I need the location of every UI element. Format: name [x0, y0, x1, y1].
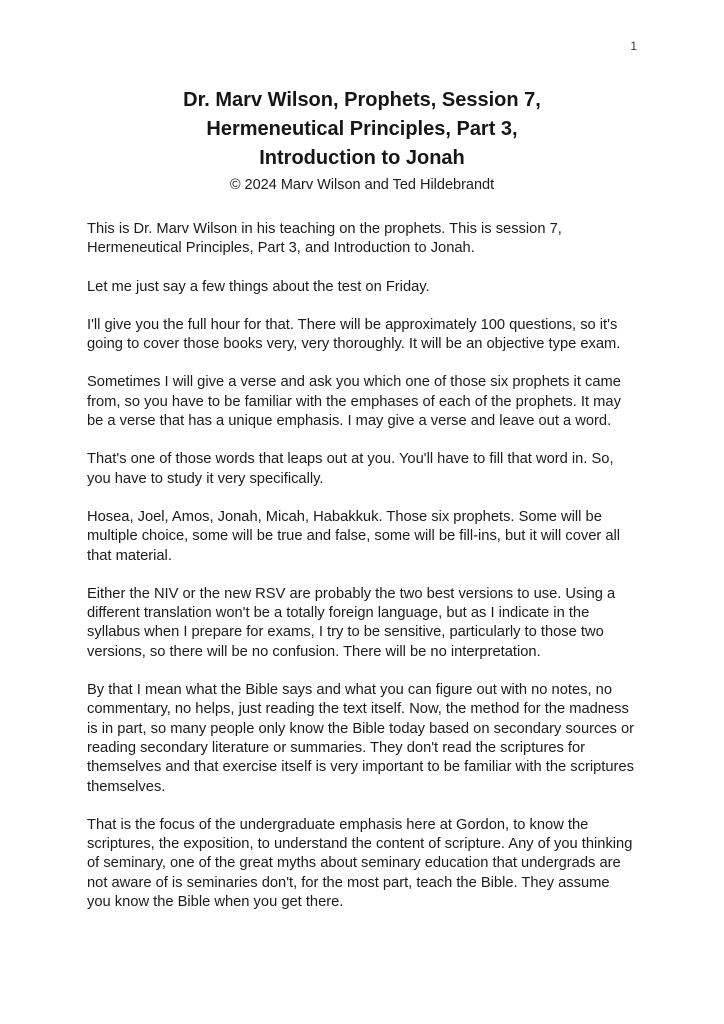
title-line-1: Dr. Marv Wilson, Prophets, Session 7,: [183, 89, 541, 111]
title-line-2: Hermeneutical Principles, Part 3,: [206, 118, 518, 140]
page-number: 1: [630, 39, 637, 53]
paragraph: By that I mean what the Bible says and what you can figure out with no notes, no commentary, no helps, just reading the text itself. Now, the method for the madness is in part, so many people only know the Bible today based on secondary sources or reading secondary literature or summaries. They don't read the scriptures for themselves and that exercise itself is very important to be familiar with the scriptures themselves.: [87, 682, 635, 795]
paragraph: Sometimes I will give a verse and ask you which one of those six prophets it came from, so you have to be familiar with the emphases of each of the prophets. It may be a verse that has a unique emphasis. I may give a verse and leave out a word.: [87, 374, 621, 430]
paragraph: That is the focus of the undergraduate emphasis here at Gordon, to know the scriptures, the exposition, to understand the content of scripture. Any of you thinking of seminary, one of the great myths about seminary education that undergrads are not aware of is seminaries don't, for the most part, teach the Bible. They assume you know the Bible when you get there.: [87, 816, 633, 911]
paragraph: Let me just say a few things about the test on Friday.: [87, 278, 430, 295]
copyright-line: © 2024 Marv Wilson and Ted Hildebrandt: [229, 177, 495, 193]
document-body: [87, 220, 637, 912]
paragraph: That's one of those words that leaps out at you. You'll have to fill that word in. So, you have to study it very specifically.: [87, 451, 614, 487]
paragraph: This is Dr. Marv Wilson in his teaching on the prophets. This is session 7, Hermeneutical Principles, Part 3, and Introduction to Jonah.: [87, 221, 562, 257]
document-title: [87, 86, 637, 195]
paragraph: Hosea, Joel, Amos, Jonah, Micah, Habakkuk. Those six prophets. Some will be multiple choice, some will be true and false, some will be fill-ins, but it will cover all that material.: [87, 508, 621, 564]
title-line-3: Introduction to Jonah: [259, 147, 465, 169]
paragraph: Either the NIV or the new RSV are probably the two best versions to use. Using a different translation won't be a totally foreign language, but as I indicate in the syllabus when I prepare for exams, I try to be sensitive, particularly to those two versions, so there will be no confusion. There will be no interpretation.: [87, 585, 616, 660]
paragraph: I'll give you the full hour for that. There will be approximately 100 questions, so it's going to cover those books very, very thoroughly. It will be an objective type exam.: [87, 316, 621, 353]
